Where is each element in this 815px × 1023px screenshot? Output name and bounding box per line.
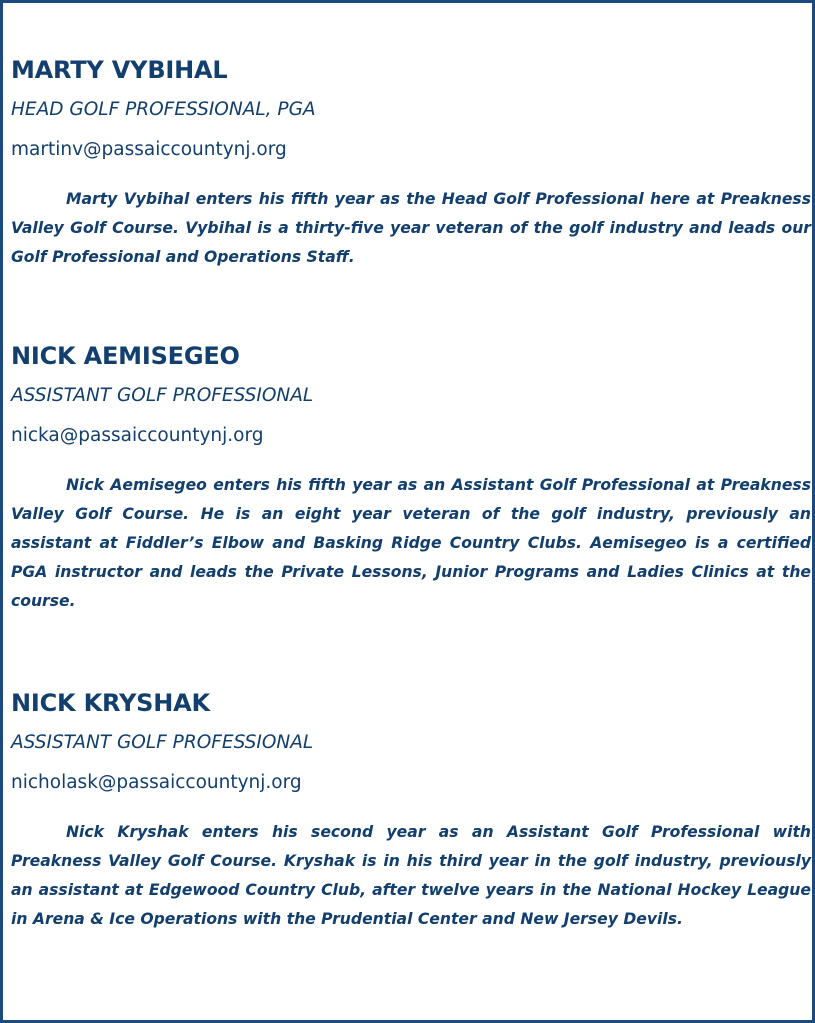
staff-profile-nick-aemisegeo — [11, 339, 811, 616]
staff-title: ASSISTANT GOLF PROFESSIONAL — [11, 385, 314, 406]
staff-bio: Marty Vybihal enters his fifth year as the Head Golf Professional here at Preakness Valley Golf Course. Vybihal is a thirty-five year veteran of the golf industry and leads our Golf Professional and Operations Staff. — [11, 190, 811, 266]
staff-profile-nick-kryshak — [11, 686, 811, 934]
staff-email: nicholask@passaiccountynj.org — [11, 772, 302, 793]
staff-profile-marty-vybihal — [11, 53, 811, 272]
staff-name: NICK AEMISEGEO — [11, 342, 240, 370]
staff-email: nicka@passaiccountynj.org — [11, 425, 264, 446]
staff-name: MARTY VYBIHAL — [11, 56, 228, 84]
staff-bio: Nick Aemisegeo enters his fifth year as an Assistant Golf Professional at Preakness Valley Golf Course. He is an eight year veteran of the golf industry, previously an assistant at Fiddler’s Elbow and Basking Ridge Country Clubs. Aemisegeo is a certified PGA instructor and leads the Private Lessons, Junior Programs and Ladies Clinics at the course. — [11, 476, 811, 610]
staff-title: ASSISTANT GOLF PROFESSIONAL — [11, 732, 314, 753]
staff-title: HEAD GOLF PROFESSIONAL, PGA — [11, 99, 316, 120]
staff-bio: Nick Kryshak enters his second year as an Assistant Golf Professional with Preakness Valley Golf Course. Kryshak is in his third year in the golf industry, previously an assistant at Edgewood Country Club, after twelve years in the National Hockey League in Arena & Ice Operations with the Prudential Center and New Jersey Devils. — [11, 823, 811, 928]
staff-email: martinv@passaiccountynj.org — [11, 139, 287, 160]
staff-name: NICK KRYSHAK — [11, 689, 210, 717]
